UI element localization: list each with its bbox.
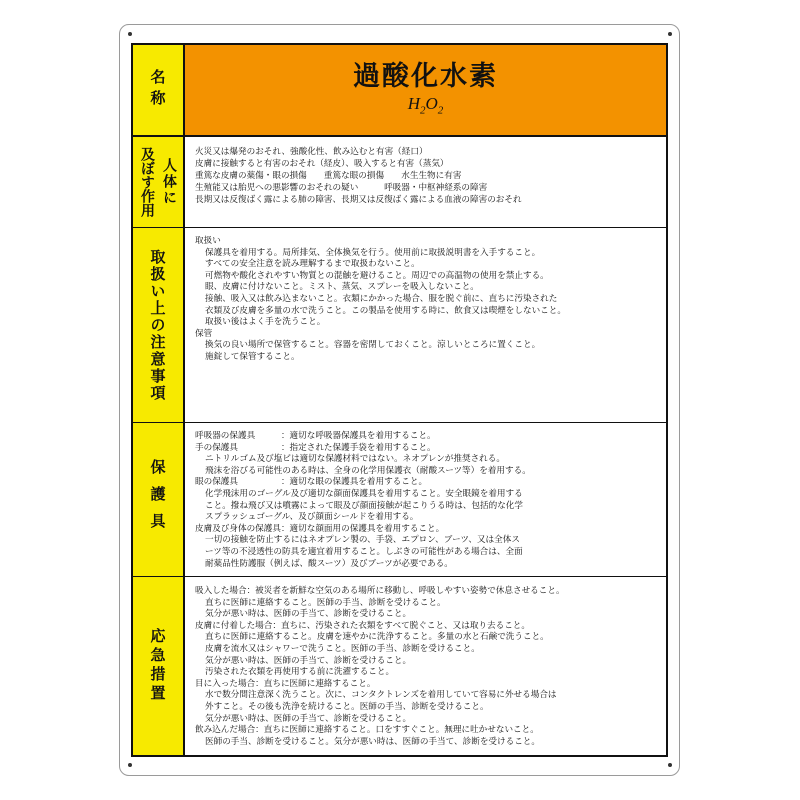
- emergency-content: [185, 577, 666, 755]
- emergency-lines: [195, 586, 656, 748]
- health-label-col1: 人体に: [161, 158, 177, 206]
- health-lines: [195, 146, 656, 206]
- handling-content: [185, 228, 666, 422]
- protective-content: [185, 423, 666, 576]
- emergency-line: 直ちに医師に連絡すること。医師の手当、診断を受けること。: [205, 597, 446, 608]
- handling-line: 保護具を着用する。局所排気、全体換気を行う。使用前に取扱説明書を入手すること。: [205, 247, 541, 258]
- handling-line: 施錠して保管すること。: [205, 351, 300, 362]
- protective-line: こと。撥ね飛び又は噴霧によって眼及び顔面接触が起こりうる時は、包括的な化学: [205, 500, 523, 511]
- handling-lines: [195, 236, 656, 364]
- protective-label: 保護具: [148, 459, 167, 540]
- handling-line: 保管: [195, 328, 213, 339]
- protective-line: ーツ等の不浸透性の防具を適宜着用すること。しぶきの可能性がある場合は、全面: [205, 546, 523, 557]
- name-label-cell: [133, 45, 185, 135]
- emergency-line: 直ちに医師に連絡すること。皮膚を速やかに洗浄すること。多量の水と石鹸で洗うこと。: [205, 632, 549, 643]
- handling-label-cell: [133, 228, 185, 422]
- emergency-line: 気分が悪い時は、医師の手当て、診断を受けること。: [205, 609, 412, 620]
- health-label-col2: 及ぼす作用: [139, 147, 155, 217]
- sds-panel: [131, 43, 668, 757]
- chemical-name: 過酸化水素: [353, 60, 498, 92]
- handling-line: 取扱い: [195, 236, 221, 246]
- protective-line: スプラッシュゴーグル、及び顔面シールドを着用する。: [205, 512, 419, 523]
- name-label: 名称: [148, 69, 167, 111]
- mounting-hole-bottom-right: [668, 763, 672, 767]
- protective-line: 呼吸器の保護具 ：適切な呼吸器保護具を着用すること。: [195, 431, 436, 441]
- protective-line: 一切の接触を防止するにはネオプレン製の、手袋、エプロン、ブーツ、又は全体ス: [205, 535, 520, 546]
- mounting-hole-bottom-left: [128, 763, 132, 767]
- emergency-line: 皮膚に付着した場合：直ちに、汚染された衣類をすべて脱ぐこと、又は取り去ること。: [195, 620, 530, 631]
- handling-line: 眼、皮膚に付けないこと。ミスト、蒸気、スプレーを吸入しないこと。: [205, 282, 479, 293]
- protective-line: 眼の保護具 ：適切な眼の保護具を着用すること。: [195, 477, 428, 488]
- emergency-line: 気分が悪い時は、医師の手当て、診断を受けること。: [205, 713, 412, 724]
- protective-line: 飛沫を浴びる可能性のある時は、全身の化学用保護衣（耐酸スーツ等）を着用する。: [205, 465, 531, 476]
- handling-label: 取扱い上の注意事項: [148, 248, 167, 402]
- health-content: [185, 137, 666, 227]
- emergency-line: 水で数分間注意深く洗うこと。次に、コンタクトレンズを着用していて容易に外せる場合は: [205, 690, 557, 701]
- protective-label-cell: [133, 423, 185, 576]
- protective-line: 手の保護具 ：指定された保護手袋を着用すること。: [195, 442, 436, 453]
- handling-row: [133, 228, 666, 423]
- handling-line: すべての安全注意を読み理解するまで取扱わないこと。: [205, 259, 420, 270]
- emergency-line: 気分が悪い時は、医師の手当て、診断を受けること。: [205, 655, 412, 666]
- protective-row: [133, 423, 666, 577]
- handling-line: 可燃物や酸化されやすい物質との混触を避けること。周辺での高温物の使用を禁止する。: [205, 270, 549, 281]
- emergency-line: 目に入った場合：直ちに医師に連絡すること。: [195, 678, 376, 689]
- emergency-line: 吸入した場合：被災者を新鮮な空気のある場所に移動し、呼吸しやすい姿勢で休息させること。: [195, 586, 565, 596]
- handling-line: 換気の良い場所で保管すること。容器を密閉しておくこと。涼しいところに置くこと。: [205, 340, 541, 351]
- emergency-row: [133, 577, 666, 755]
- protective-line: 耐薬品性防護服（例えば、酸スーツ）及びブーツが必要である。: [205, 558, 453, 569]
- emergency-line: 皮膚を流水又はシャワーで洗うこと。医師の手当、診断を受けること。: [205, 643, 480, 654]
- mounting-hole-top-left: [128, 32, 132, 36]
- emergency-line: 医師の手当、診断を受けること。気分が悪い時は、医師の手当て、診断を受けること。: [205, 736, 540, 747]
- emergency-line: 外すこと。その後も洗浄を続けること。医師の手当、診断を受けること。: [205, 701, 489, 712]
- title-cell: [185, 45, 666, 135]
- protective-lines: [195, 431, 656, 570]
- handling-line: 接触、吸入又は飲み込まないこと。衣類にかかった場合、服を脱ぐ前に、直ちに汚染された: [205, 293, 558, 304]
- protective-line: ニトリルゴム及び塩ビは適切な保護材料ではない。ネオプレンが推奨される。: [205, 454, 505, 465]
- handling-line: 取扱い後はよく手を洗うこと。: [205, 317, 326, 328]
- emergency-line: 飲み込んだ場合：直ちに医師に連絡すること。口をすすぐこと。無理に吐かせないこと。: [195, 725, 539, 736]
- protective-line: 化学飛沫用のゴーグル及び適切な顔面保護具を着用すること。安全眼鏡を着用する: [205, 488, 523, 499]
- health-effect-line: 皮膚に接触すると有害のおそれ（経皮）、吸入すると有害（蒸気）: [195, 159, 449, 169]
- emergency-label-cell: [133, 577, 185, 755]
- health-effect-line: 重篤な皮膚の薬傷・眼の損傷 重篤な眼の損傷 水生生物に有害: [195, 171, 462, 181]
- health-effect-line: 火災又は爆発のおそれ、強酸化性、飲み込むと有害（経口）: [195, 147, 428, 157]
- chemical-formula: $H_2O_2$: [407, 93, 444, 117]
- mounting-hole-top-right: [668, 32, 672, 36]
- health-row: [133, 137, 666, 228]
- health-label-cell: [133, 137, 185, 227]
- protective-line: 皮膚及び身体の保護具：適切な顔面用の保護具を着用すること。: [195, 523, 445, 534]
- health-effect-line: 生殖能又は胎児への悪影響のおそれの疑い 呼吸器・中枢神経系の障害: [195, 183, 488, 193]
- emergency-label: 応急措置: [148, 628, 167, 704]
- health-effect-line: 長期又は反復ばく露による肺の障害、長期又は反復ばく露による血液の障害のおそれ: [195, 195, 522, 205]
- name-row: [133, 45, 666, 137]
- emergency-line: 汚染された衣類を再使用する前に洗濯すること。: [205, 667, 395, 678]
- handling-line: 衣類及び皮膚を多量の水で洗うこと。この製品を使用する時に、飲食又は喫煙をしないこと。: [205, 305, 566, 316]
